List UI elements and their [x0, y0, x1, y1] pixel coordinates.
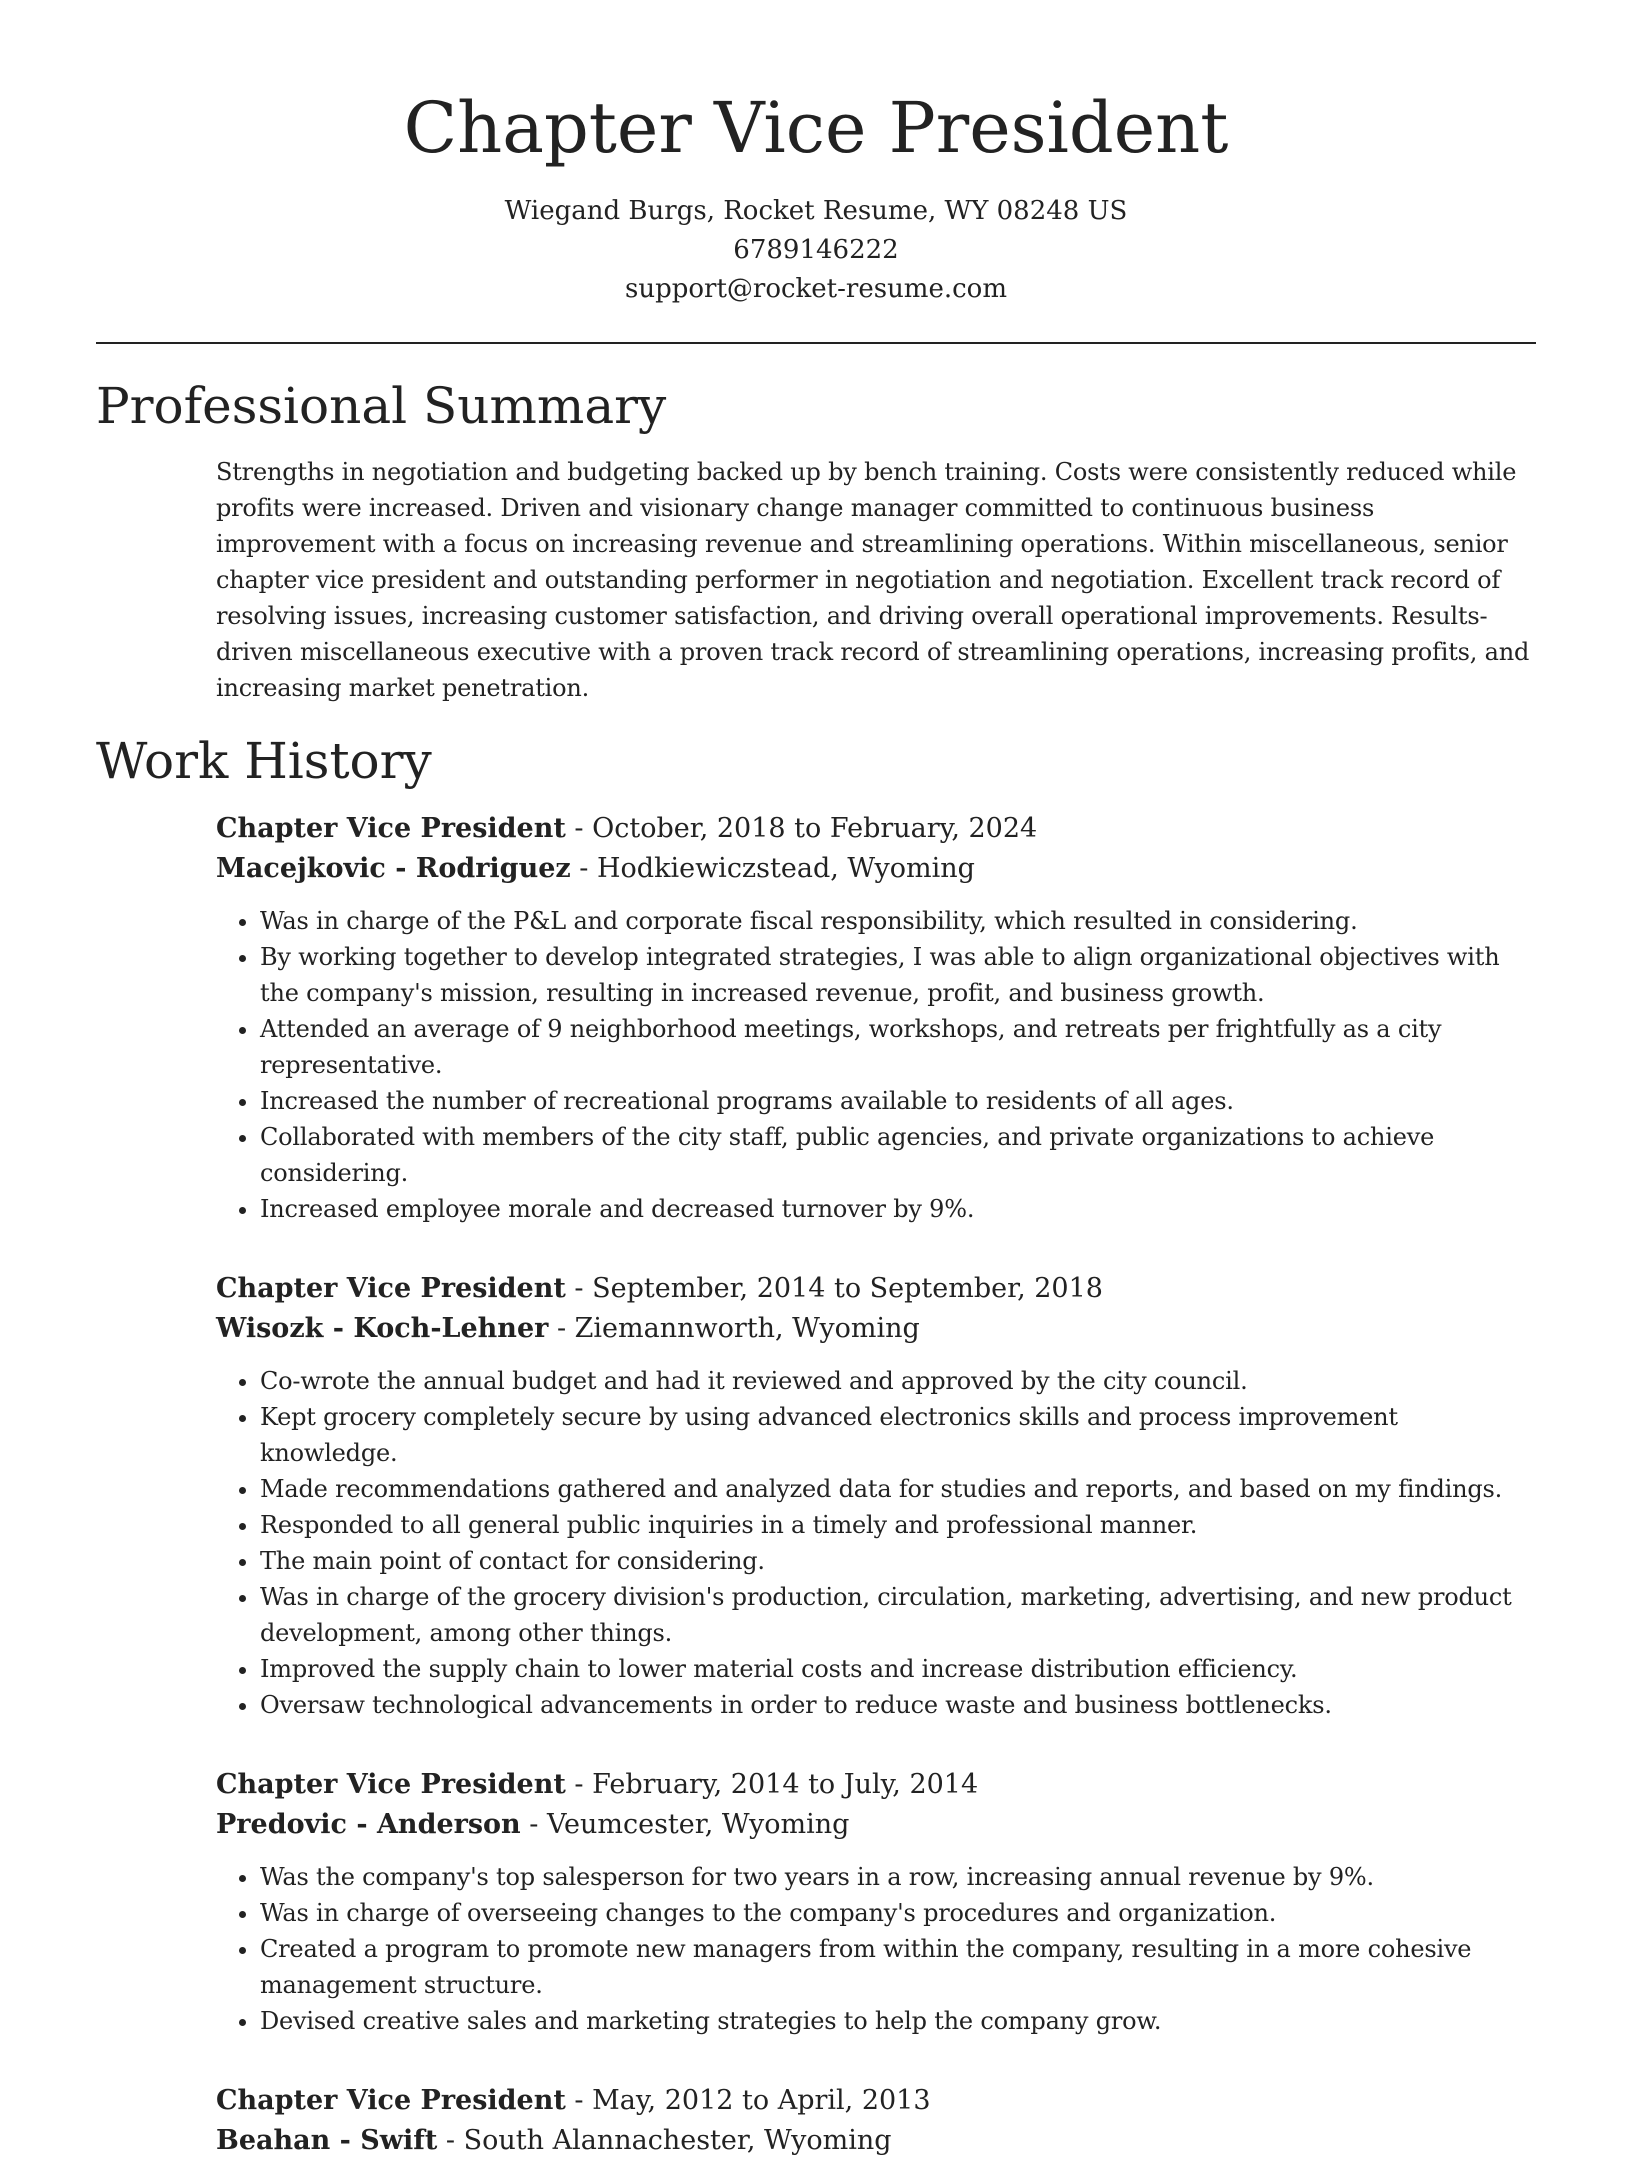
job-entry	[216, 809, 1536, 1227]
job-bullet: • Created a program to promote new managers from within the company, resulting in a more cohesive management structure.	[260, 1931, 1536, 2003]
job-bullet: • Collaborated with members of the city staff, public agencies, and private organizations to achieve considering.	[260, 1119, 1536, 1191]
job-role: Chapter Vice President	[216, 1273, 566, 1304]
job-company: Wisozk - Koch-Lehner	[216, 1313, 549, 1344]
job-location: - Hodkiewiczstead, Wyoming	[570, 853, 975, 884]
job-bullet: • Devised creative sales and marketing strategies to help the company grow.	[260, 2003, 1536, 2039]
job-company-line	[216, 1805, 1536, 1845]
job-entry	[216, 1765, 1536, 2039]
job-bullet: • Increased employee morale and decreased turnover by 9%.	[260, 1191, 1536, 1227]
job-bullet: • Was the company's top salesperson for two years in a row, increasing annual revenue by 9%.	[260, 1859, 1536, 1895]
contact-address: Wiegand Burgs, Rocket Resume, WY 08248 US	[504, 196, 1128, 226]
contact-phone: 6789146222	[733, 235, 899, 265]
work-history-section	[96, 731, 1536, 2161]
job-bullet: • By working together to develop integrated strategies, I was able to align organizational objectives with the company's mission, resulting in increased revenue, profit, and business growth.	[260, 939, 1536, 1011]
job-dates: - September, 2014 to September, 2018	[565, 1273, 1103, 1304]
job-bullet: • Co-wrote the annual budget and had it reviewed and approved by the city council.	[260, 1363, 1536, 1399]
job-company: Macejkovic - Rodriguez	[216, 853, 571, 884]
job-role: Chapter Vice President	[216, 2085, 566, 2116]
job-location: - South Alannachester, Wyoming	[437, 2125, 892, 2156]
job-entry	[216, 2081, 1536, 2161]
job-bullet: • Improved the supply chain to lower material costs and increase distribution efficiency.	[260, 1651, 1536, 1687]
job-role: Chapter Vice President	[216, 813, 566, 844]
job-bullets	[216, 1859, 1536, 2039]
job-bullet: • Responded to all general public inquiries in a timely and professional manner.	[260, 1507, 1536, 1543]
job-bullet: • Was in charge of overseeing changes to the company's procedures and organization.	[260, 1895, 1536, 1931]
section-title-summary: Professional Summary	[96, 377, 667, 435]
job-bullet: • Was in charge of the P&L and corporate fiscal responsibility, which resulted in considering.	[260, 903, 1536, 939]
job-bullet: • Attended an average of 9 neighborhood meetings, workshops, and retreats per frightfully as a city representative.	[260, 1011, 1536, 1083]
job-dates: - October, 2018 to February, 2024	[565, 813, 1038, 844]
job-bullets	[216, 903, 1536, 1227]
job-role-line	[216, 809, 1536, 849]
job-dates: - May, 2012 to April, 2013	[565, 2085, 931, 2116]
job-location: - Ziemannworth, Wyoming	[548, 1313, 920, 1344]
job-role-line	[216, 2081, 1536, 2121]
header-divider	[96, 342, 1536, 344]
job-company-line	[216, 2121, 1536, 2161]
job-location: - Veumcester, Wyoming	[520, 1809, 850, 1840]
job-bullet: • Oversaw technological advancements in order to reduce waste and business bottlenecks.	[260, 1687, 1536, 1723]
job-role-line	[216, 1765, 1536, 1805]
job-company: Predovic - Anderson	[216, 1809, 521, 1840]
job-company-line	[216, 1309, 1536, 1349]
job-bullet: • The main point of contact for considering.	[260, 1543, 1536, 1579]
job-role: Chapter Vice President	[216, 1769, 566, 1800]
job-bullet: • Was in charge of the grocery division's production, circulation, marketing, advertising, and new product development, among other things.	[260, 1579, 1536, 1651]
job-bullets	[216, 1363, 1536, 1723]
section-title-work-history: Work History	[96, 732, 432, 790]
contact-email: support@rocket-resume.com	[624, 274, 1007, 304]
professional-summary-section	[96, 376, 1536, 706]
job-role-line	[216, 1269, 1536, 1309]
job-company: Beahan - Swift	[216, 2125, 438, 2156]
job-bullet: • Made recommendations gathered and analyzed data for studies and reports, and based on my findings.	[260, 1471, 1536, 1507]
contact-info	[0, 192, 1632, 309]
job-bullet: • Kept grocery completely secure by using advanced electronics skills and process improvement knowledge.	[260, 1399, 1536, 1471]
job-entry	[216, 1269, 1536, 1723]
job-dates: - February, 2014 to July, 2014	[565, 1769, 979, 1800]
job-bullet: • Increased the number of recreational programs available to residents of all ages.	[260, 1083, 1536, 1119]
summary-text: Strengths in negotiation and budgeting backed up by bench training. Costs were consistently reduced while profits were increased. Driven and visionary change manager committed to continuous business improvement with a focus on increasing revenue and streamlining operations. Within miscellaneous, senior chapter vice president and outstanding performer in negotiation and negotiation. Excellent track record of resolving issues, increasing customer satisfaction, and driving overall operational improvements. Results-driven miscellaneous executive with a proven track record of streamlining operations, increasing profits, and increasing market penetration.	[216, 458, 1530, 702]
candidate-name: Chapter Vice President	[403, 87, 1229, 169]
resume-header	[0, 0, 1632, 309]
job-company-line	[216, 849, 1536, 889]
